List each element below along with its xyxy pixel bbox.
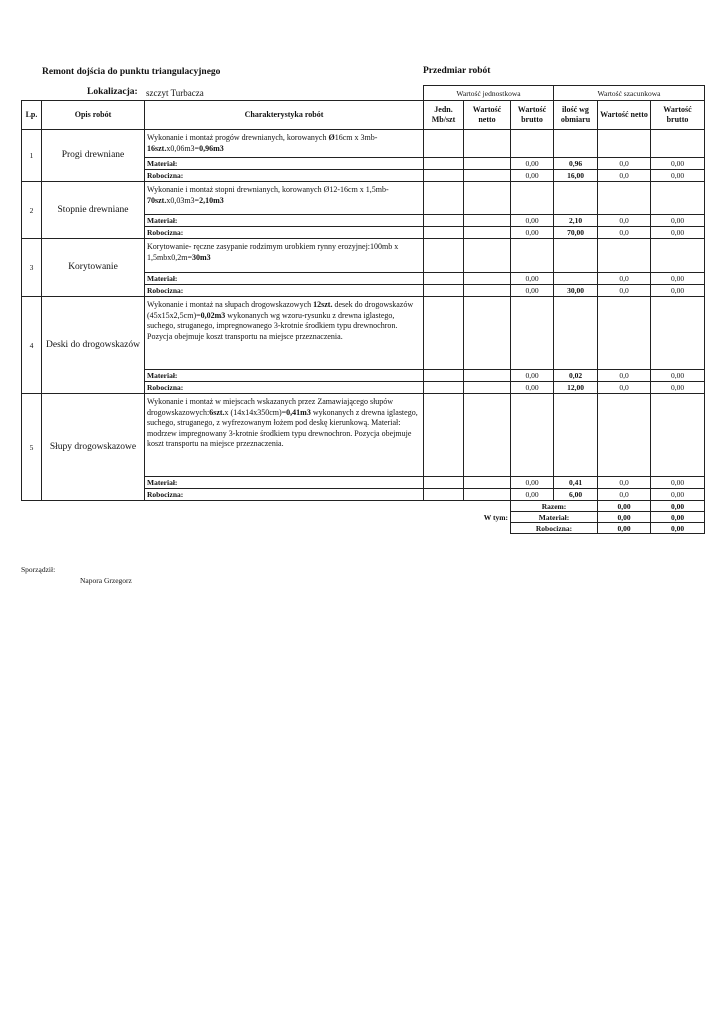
- razem-row: [22, 501, 705, 512]
- labor-label: Robocizna:: [145, 382, 424, 394]
- table-row: [22, 239, 705, 273]
- document-subtitle: Przedmiar robót: [423, 66, 491, 76]
- estimate-net-value: 0,0: [598, 170, 651, 182]
- material-total-label: Materiał:: [511, 512, 598, 523]
- work-name: Progi drewniane: [42, 130, 145, 182]
- description-fragment: x (14x14x350cm)=: [224, 407, 287, 417]
- description-fragment: 30m3: [191, 252, 211, 262]
- header-charakterystyka: Charakterystyka robót: [145, 101, 424, 130]
- location-label: Lokalizacja:: [87, 87, 138, 97]
- description-fragment: wykonanych wg wzoru-rysunku z drewna iglastego, suchego, struganego, impregnowanego 3-krotnie środkiem typu drewnochron. Pozycja obejmuje koszt transportu na miejsce przeznaczenia.: [147, 310, 398, 341]
- material-label: Materiał:: [145, 370, 424, 382]
- labor-total-net: 0,00: [598, 523, 651, 534]
- material-label: Materiał:: [145, 215, 424, 227]
- description-fragment: 0,02m3: [200, 310, 226, 320]
- description-fragment: Korytowanie- ręczne zasypanie rodzimym urobkiem rynny erozyjnej:100mb x 1,5mbx0,2m=: [147, 242, 399, 262]
- header-netto-est: Wartość netto: [598, 101, 651, 130]
- labor-total-row: [22, 523, 705, 534]
- material-label: Materiał:: [145, 273, 424, 285]
- table-row: [22, 130, 705, 158]
- description-fragment: desek do drogowskazów (45x15x2,5cm)=: [147, 300, 414, 320]
- quantity-value: 0,96: [554, 158, 598, 170]
- labor-label: Robocizna:: [145, 227, 424, 239]
- description-fragment: x0,03m3=: [166, 195, 200, 205]
- estimate-gross-value: 0,00: [651, 158, 705, 170]
- header-group-unit-value: Wartość jednostkowa: [424, 86, 554, 101]
- work-description: [145, 394, 424, 477]
- description-fragment: 70szt.: [147, 195, 167, 205]
- work-name: Stopnie drewniane: [42, 182, 145, 239]
- material-total-net: 0,00: [598, 512, 651, 523]
- unit-gross-value: 0,00: [511, 273, 554, 285]
- description-fragment: x0,06m3=: [166, 143, 200, 153]
- work-description: [145, 182, 424, 215]
- header-brutto-unit: Wartość brutto: [511, 101, 554, 130]
- work-description: [145, 297, 424, 370]
- estimate-gross-value: 0,00: [651, 382, 705, 394]
- description-fragment: 16szt.: [147, 143, 167, 153]
- description-fragment: Wykonanie i montaż na słupach drogowskazowych: [147, 300, 314, 309]
- quantity-value: 30,00: [554, 285, 598, 297]
- material-total-gross: 0,00: [651, 512, 705, 523]
- estimate-gross-value: 0,00: [651, 215, 705, 227]
- estimate-net-value: 0,0: [598, 227, 651, 239]
- header-opis: Opis robót: [42, 101, 145, 130]
- description-fragment: 6szt.: [209, 407, 225, 417]
- work-name: Korytowanie: [42, 239, 145, 297]
- header-ilosc: ilość wg obmiaru: [554, 101, 598, 130]
- description-fragment: 16cm x 3mb-: [334, 133, 378, 142]
- estimate-net-value: 0,0: [598, 273, 651, 285]
- quantity-value: 0,41: [554, 477, 598, 489]
- labor-label: Robocizna:: [145, 489, 424, 501]
- estimate-gross-value: 0,00: [651, 273, 705, 285]
- header-group-estimate-value: Wartość szacunkowa: [554, 86, 705, 101]
- header-brutto-est: Wartość brutto: [651, 101, 705, 130]
- row-number: 3: [22, 239, 42, 297]
- quantity-value: 12,00: [554, 382, 598, 394]
- work-description: [145, 130, 424, 158]
- description-fragment: Wykonanie i montaż w miejscach wskazanych przez Zamawiającego słupów drogowskazowych:: [147, 397, 394, 417]
- prepared-by-name: Napora Grzegorz: [80, 576, 132, 585]
- material-total-row: [22, 512, 705, 523]
- labor-total-gross: 0,00: [651, 523, 705, 534]
- table-row: [22, 394, 705, 477]
- table-row: [22, 297, 705, 370]
- header-lp: Lp.: [22, 101, 42, 130]
- row-number: 2: [22, 182, 42, 239]
- quantity-value: 6,00: [554, 489, 598, 501]
- in-which-label: W tym:: [483, 512, 508, 522]
- table-row: [22, 182, 705, 215]
- estimate-gross-value: 0,00: [651, 489, 705, 501]
- material-label: Materiał:: [145, 477, 424, 489]
- labor-label: Robocizna:: [145, 285, 424, 297]
- description-fragment: wykonanych z drewna iglastego, suchego, struganego, z wyfrezowanym łożem pod deskę kierunkową. Materiał: modrzew impregnowany 3-krotnie środkiem typu drewnochron. Pozycja obejmuje koszt transportu na miejsce przeznaczenia.: [147, 407, 418, 448]
- quantity-value: 16,00: [554, 170, 598, 182]
- unit-gross-value: 0,00: [511, 170, 554, 182]
- unit-gross-value: 0,00: [511, 285, 554, 297]
- estimate-net-value: 0,0: [598, 382, 651, 394]
- razem-gross: 0,00: [651, 501, 705, 512]
- labor-label: Robocizna:: [145, 170, 424, 182]
- razem-net: 0,00: [598, 501, 651, 512]
- estimate-net-value: 0,0: [598, 489, 651, 501]
- work-name: Deski do drogowskazów: [42, 297, 145, 394]
- description-fragment: 2,10m3: [199, 195, 224, 205]
- description-fragment: Wykonanie i montaż progów drewnianych, korowanych: [147, 133, 329, 142]
- row-number: 5: [22, 394, 42, 501]
- header-netto-unit: Wartość netto: [464, 101, 511, 130]
- location-value: szczyt Turbacza: [146, 88, 204, 98]
- labor-total-label: Robocizna:: [511, 523, 598, 534]
- unit-gross-value: 0,00: [511, 215, 554, 227]
- unit-gross-value: 0,00: [511, 382, 554, 394]
- quantity-value: 2,10: [554, 215, 598, 227]
- description-fragment: Wykonanie i montaż stopni drewnianych, korowanych Ø12-16cm x 1,5mb-: [147, 185, 389, 194]
- header-jedn: Jedn. Mb/szt: [424, 101, 464, 130]
- work-description: [145, 239, 424, 273]
- prepared-by-label: Sporządził:: [21, 565, 56, 574]
- estimate-net-value: 0,0: [598, 370, 651, 382]
- document-title: Remont dojścia do punktu triangulacyjnego: [42, 67, 221, 77]
- cost-estimate-table: [21, 85, 705, 534]
- razem-label: Razem:: [511, 501, 598, 512]
- unit-gross-value: 0,00: [511, 477, 554, 489]
- unit-gross-value: 0,00: [511, 227, 554, 239]
- unit-gross-value: 0,00: [511, 158, 554, 170]
- estimate-net-value: 0,0: [598, 215, 651, 227]
- estimate-gross-value: 0,00: [651, 370, 705, 382]
- estimate-gross-value: 0,00: [651, 227, 705, 239]
- row-number: 1: [22, 130, 42, 182]
- description-fragment: Ø: [328, 133, 335, 142]
- work-name: Słupy drogowskazowe: [42, 394, 145, 501]
- quantity-value: [554, 273, 598, 285]
- estimate-net-value: 0,0: [598, 158, 651, 170]
- estimate-gross-value: 0,00: [651, 477, 705, 489]
- unit-gross-value: 0,00: [511, 370, 554, 382]
- description-fragment: 0,96m3: [199, 143, 224, 153]
- unit-gross-value: 0,00: [511, 489, 554, 501]
- description-fragment: 0,41m3: [286, 407, 311, 417]
- row-number: 4: [22, 297, 42, 394]
- estimate-net-value: 0,0: [598, 285, 651, 297]
- description-fragment: 12szt.: [313, 300, 333, 309]
- quantity-value: 0,02: [554, 370, 598, 382]
- estimate-net-value: 0,0: [598, 477, 651, 489]
- estimate-gross-value: 0,00: [651, 285, 705, 297]
- quantity-value: 70,00: [554, 227, 598, 239]
- material-label: Materiał:: [145, 158, 424, 170]
- estimate-gross-value: 0,00: [651, 170, 705, 182]
